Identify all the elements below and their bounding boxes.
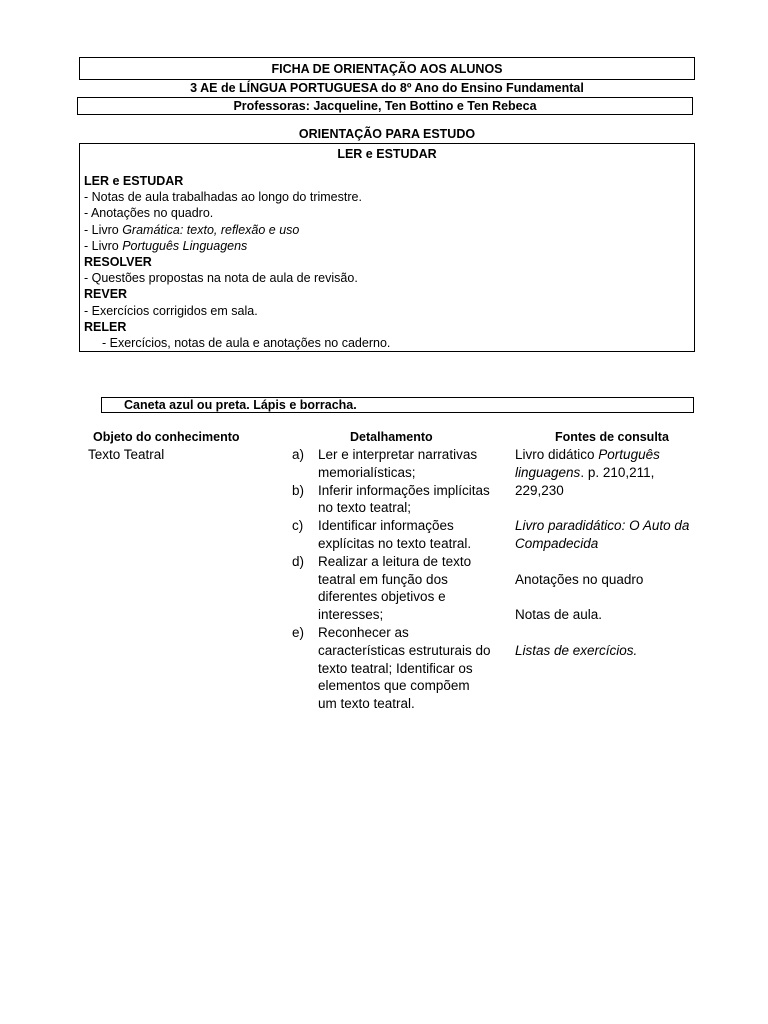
detalhamento-item xyxy=(292,482,492,518)
section-heading-reler: RELER xyxy=(84,319,127,334)
document-title: FICHA DE ORIENTAÇÃO AOS ALUNOS xyxy=(79,57,695,80)
column-header-objeto: Objeto do conhecimento xyxy=(93,430,240,444)
objeto-value: Texto Teatral xyxy=(88,447,165,462)
detalhamento-item xyxy=(292,624,492,713)
study-item: - Exercícios corrigidos em sala. xyxy=(84,303,258,318)
item-text: Realizar a leitura de texto teatral em função dos diferentes objetivos e interesses; xyxy=(318,553,472,623)
item-letter: a) xyxy=(292,447,305,462)
study-item-prefix: - Livro xyxy=(84,238,123,253)
study-item: - Notas de aula trabalhadas ao longo do trimestre. xyxy=(84,190,362,205)
study-item xyxy=(84,238,390,254)
detalhamento-item xyxy=(292,517,492,553)
book-title: Livro paradidático: O Auto da Compadecida xyxy=(515,518,690,551)
study-list xyxy=(84,173,390,351)
study-item: - Questões propostas na nota de aula de revisão. xyxy=(84,271,358,286)
detalhamento-item xyxy=(292,446,492,482)
orientation-title: ORIENTAÇÃO PARA ESTUDO xyxy=(298,127,476,141)
item-text: Identificar informações explícitas no texto teatral. xyxy=(318,518,472,551)
material-note: Caneta azul ou preta. Lápis e borracha. xyxy=(101,397,694,413)
section-heading-ler-estudar: LER e ESTUDAR xyxy=(84,174,184,188)
fonte-text: Livro didático xyxy=(515,447,599,462)
fonte-pages: . p. 210,211, 229,230 xyxy=(515,464,655,498)
study-guidance-box xyxy=(79,143,695,352)
study-item: - Anotações no quadro. xyxy=(84,206,214,221)
book-title: Gramática: texto, reflexão e uso xyxy=(122,222,300,237)
column-header-fontes: Fontes de consulta xyxy=(555,430,669,444)
item-letter: d) xyxy=(292,553,305,569)
fonte-item: Anotações no quadro xyxy=(515,571,644,587)
detalhamento-list xyxy=(292,446,492,713)
fonte-item xyxy=(515,446,700,499)
study-item: - Exercícios, notas de aula e anotações no caderno. xyxy=(102,336,391,351)
fonte-text: Listas de exercícios. xyxy=(515,642,638,658)
book-title: Português linguagens xyxy=(515,447,660,480)
teachers-line: Professoras: Jacqueline, Ten Bottino e Ten Rebeca xyxy=(77,97,693,115)
study-item xyxy=(84,222,390,238)
column-header-detalhamento: Detalhamento xyxy=(350,430,433,444)
item-text: Reconhecer as características estruturais do texto teatral; Identificar os elementos que compõem um texto teatral. xyxy=(318,624,491,712)
item-letter: e) xyxy=(292,624,305,640)
item-letter: c) xyxy=(292,518,304,534)
item-letter: b) xyxy=(292,482,305,498)
book-title: Português Linguagens xyxy=(122,238,248,253)
document-subtitle: 3 AE de LÍNGUA PORTUGUESA do 8º Ano do Ensino Fundamental xyxy=(190,81,584,95)
detalhamento-item xyxy=(292,553,492,624)
fonte-item: Notas de aula. xyxy=(515,607,603,623)
study-box-heading: LER e ESTUDAR xyxy=(337,147,437,161)
item-text: Inferir informações implícitas no texto teatral; xyxy=(318,482,490,516)
fonte-item xyxy=(515,642,700,660)
study-item-prefix: - Livro xyxy=(84,222,123,237)
fonte-item xyxy=(515,517,700,553)
fontes-list xyxy=(515,446,700,660)
section-heading-resolver: RESOLVER xyxy=(84,255,152,270)
item-text: Ler e interpretar narrativas memorialísticas; xyxy=(318,447,478,480)
section-heading-rever: REVER xyxy=(84,287,128,302)
